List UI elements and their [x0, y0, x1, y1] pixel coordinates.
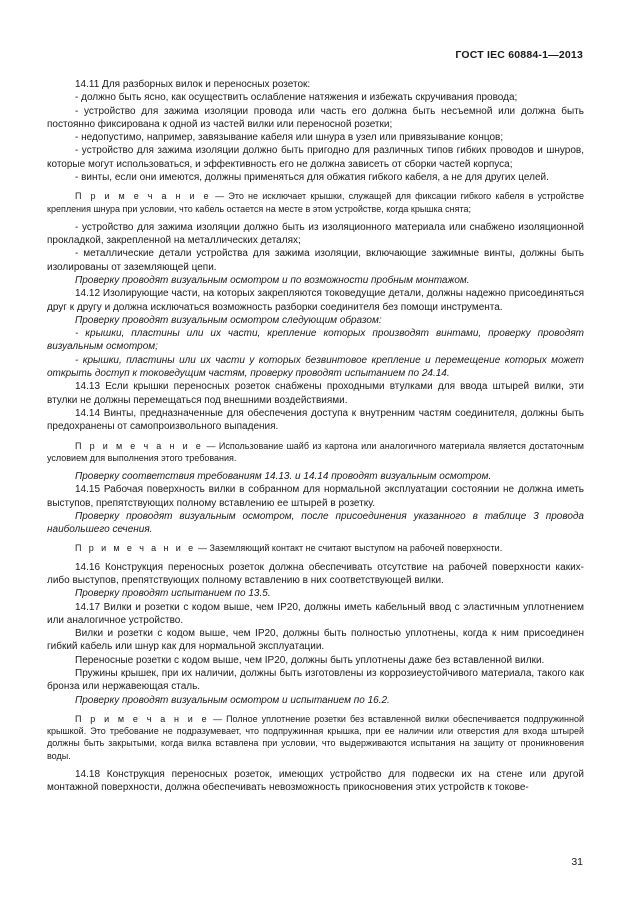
- note: [47, 190, 584, 214]
- note: [47, 542, 584, 554]
- clause-14-18: 14.18 Конструкция переносных розеток, имеющих устройство для подвески их на стене или другой монтажной поверхности, должна обеспечивать невозможность прикосновения этих устройств к токове-: [47, 768, 584, 793]
- list-item: - устройство для зажима изоляции должно быть из изоляционного материала или снабжено изоляционной прокладкой, закрепленной на металлических деталях;: [47, 221, 584, 247]
- clause-14-13: 14.13 Если крышки переносных розеток снабжены проходными втулками для ввода штырей вилки, эти втулки не должны перемещаться под внешними воздействиями.: [47, 381, 584, 406]
- clause-14-14: 14.14 Винты, предназначенные для обеспечения доступа к внутренним частям соединителя, должны быть предохранены от самопроизвольного выпадения.: [47, 407, 584, 433]
- note-label: П р и м е ч а н и е: [75, 191, 211, 202]
- list-item: - крышки, пластины или их части у которых безвинтовое крепление и перемещение которых может открыть доступ к токоведущим частям, проверку проводят испытанием по 24.14.: [47, 354, 584, 380]
- clause-14-12: 14.12 Изолирующие части, на которых закрепляются токоведущие детали, должны надежно присоединяться друг к другу и должна исключаться возможность разборки соединителя без помощи инструмента.: [47, 288, 584, 313]
- note-label: П р и м е ч а н и е: [75, 543, 196, 554]
- note-text: — Заземляющий контакт не считают выступом на рабочей поверхности.: [198, 543, 503, 554]
- paragraph: Переносные розетки с кодом выше, чем IP20, должны быть уплотнены даже без вставленной вилки.: [75, 654, 545, 666]
- clause-14-11: 14.11 Для разборных вилок и переносных розеток:: [75, 79, 311, 90]
- verification-text: Проверку проводят визуальным осмотром и испытанием по 16.2.: [75, 694, 390, 706]
- note-text: — Полное уплотнение розетки без вставленной вилки обеспечивается подпружинной крышкой. Это требование не подразумевает, что подпружинная крышка, при ее наличии или отверстия для входа штырей должны быть закрытыми, когда вилка вставлена при условии, что выдерживаются испытания на защиту от проникновения воды.: [47, 713, 584, 761]
- list-item: - должно быть ясно, как осуществить ослабление натяжения и избежать скручивания провода;: [75, 92, 518, 104]
- list-item: - недопустимо, например, завязывание кабеля или шнура в узел или привязывание концов;: [75, 132, 504, 144]
- list-item: - устройство для зажима изоляции должно быть пригодно для различных типов гибких проводов и шнуров, которые могут использоваться, и эффективность его не должна зависеть от сборки частей корпуса;: [47, 145, 584, 170]
- list-item: - устройство для зажима изоляции провода или часть его должна быть несъемной или должна быть постоянно фиксирована к одной из частей вилки или переносной розетки;: [47, 105, 584, 130]
- paragraph: Вилки и розетки с кодом выше, чем IP20, должны быть полностью уплотнены, когда к ним присоединен гибкий кабель или шнур как для нормальной эксплуатации.: [47, 628, 584, 653]
- verification-text: Проверку проводят испытанием по 13.5.: [75, 588, 271, 600]
- paragraph: Пружины крышек, при их наличии, должны быть изготовлены из коррозиеустойчивого материала, такого как бронза или нержавеющая сталь.: [47, 668, 584, 693]
- note-label: П р и м е ч а н и е: [75, 440, 204, 451]
- document-body: [47, 78, 584, 794]
- clause-14-17: 14.17 Вилки и розетки с кодом выше, чем IP20, должны иметь кабельный ввод с эластичным уплотнением или аналогичное устройство.: [47, 601, 584, 626]
- verification-text: Проверку проводят визуальным осмотром и по возможности пробным монтажом.: [75, 274, 470, 286]
- verification-text: Проверку соответствия требованиям 14.13. и 14.14 проводят визуальным осмотром.: [75, 470, 492, 482]
- note-text: — Использование шайб из картона или аналогичного материала является достаточным условием для выполнения этого требования.: [47, 440, 584, 463]
- verification-text: Проверку проводят визуальным осмотром следующим образом:: [75, 314, 382, 326]
- clause-14-15: 14.15 Рабочая поверхность вилки в собранном для нормальной эксплуатации состоянии не должна иметь выступов, препятствующих полному вставлению ее штырей в розетку.: [47, 484, 584, 509]
- list-item: - крышки, пластины или их части, крепление которых производят винтами, проверку проводят визуальным осмотром;: [47, 328, 584, 353]
- list-item: - металлические детали устройства для зажима изоляции, включающие зажимные винты, должны быть изолированы от заземляющей цепи.: [47, 248, 584, 273]
- note-label: П р и м е ч а н и е: [75, 713, 210, 724]
- note-text: — Это не исключает крышки, служащей для фиксации гибкого кабеля в устройстве крепления шнура при условии, что кабель остается на месте в этом устройстве, когда крышка снята;: [47, 191, 584, 214]
- note: [47, 713, 584, 762]
- list-item: - винты, если они имеются, должны применяться для обжатия гибкого кабеля, а не для других целей.: [75, 172, 549, 184]
- standard-designation: ГОСТ IEC 60884-1—2013: [455, 49, 583, 61]
- note: [47, 440, 584, 464]
- page-number: 31: [571, 856, 583, 868]
- verification-text: Проверку проводят визуальным осмотром, после присоединения указанного в таблице 3 провода наибольшего сечения.: [47, 510, 584, 536]
- clause-14-16: 14.16 Конструкция переносных розеток должна обеспечивать отсутствие на рабочей поверхности каких-либо выступов, препятствующих полному вставлению в них соответствующей вилки.: [47, 561, 584, 586]
